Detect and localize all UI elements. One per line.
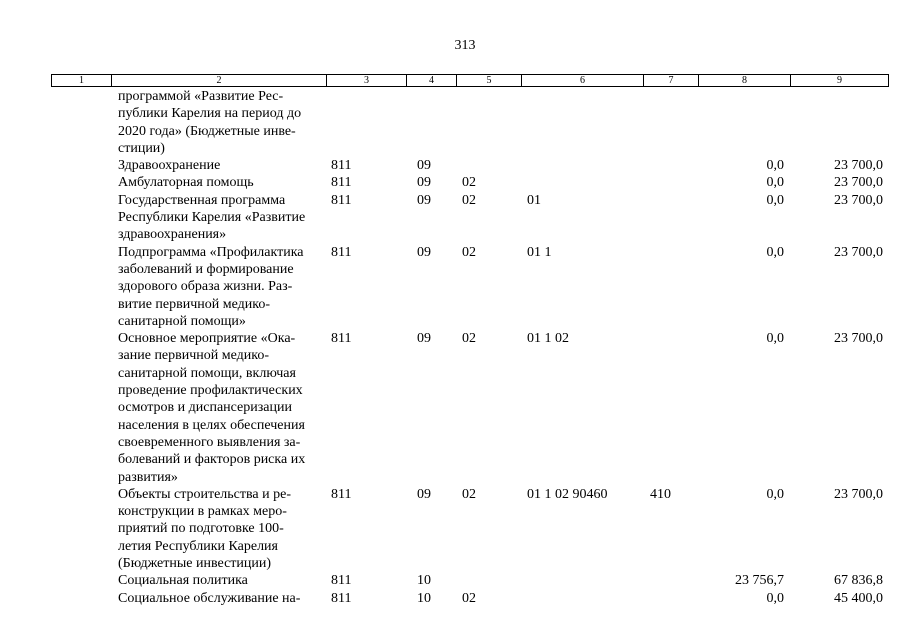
cell-amount-col8: 0,0 [766,175,784,191]
row-name [118,192,323,244]
row-name-line: Здравоохранение [118,158,221,174]
cell-amount-col9: 23 700,0 [834,331,883,347]
row-name-line: Государственная программа [118,192,286,208]
row-name-line: населения в целях обеспечения [118,417,305,433]
cell-section: 09 [417,331,431,347]
row-name-line: стиции) [118,140,165,156]
row-name-line: болеваний и факторов риска их [118,452,306,468]
cell-amount-col8: 0,0 [766,590,784,606]
table-row [0,88,905,157]
row-name-line: проведение профилактических [118,383,303,399]
row-name-line: осмотров и диспансеризации [118,400,292,416]
table-row [0,192,905,244]
cell-amount-col9: 23 700,0 [834,175,883,191]
row-name [118,486,323,572]
cell-section: 10 [417,590,431,606]
page-number: 313 [454,38,476,53]
cell-section: 09 [417,486,431,502]
row-name-line: заболеваний и формирование [118,261,294,277]
row-name-line: витие первичной медико- [118,296,271,312]
row-name-line: здорового образа жизни. Раз- [118,279,293,295]
cell-subsection: 02 [462,590,476,606]
row-name-line: Республики Карелия «Развитие [118,210,306,226]
row-name [118,174,323,191]
cell-amount-col9: 67 836,8 [834,573,883,589]
header-col-4: 4 [407,75,457,86]
table-header-row [51,74,889,87]
cell-section: 10 [417,573,431,589]
cell-code: 811 [331,331,352,347]
row-name-line: 2020 года» (Бюджетные инве- [118,123,296,139]
cell-amount-col8: 0,0 [766,244,784,260]
row-name-line: Подпрограмма «Профилактика [118,244,304,260]
header-col-5: 5 [457,75,522,86]
cell-section: 09 [417,192,431,208]
cell-code: 811 [331,573,352,589]
row-name-line: Амбулаторная помощь [118,175,254,191]
cell-amount-col8: 0,0 [766,192,784,208]
table-row [0,174,905,191]
row-name [118,572,323,589]
header-col-1: 1 [52,75,112,86]
row-name [118,88,323,157]
table-row [0,330,905,486]
cell-code: 811 [331,486,352,502]
table-row [0,157,905,174]
cell-subsection: 02 [462,244,476,260]
header-col-6: 6 [522,75,644,86]
row-name-line: программой «Развитие Рес- [118,89,284,104]
cell-amount-col8: 0,0 [766,486,784,502]
cell-subsection: 02 [462,331,476,347]
cell-amount-col9: 23 700,0 [834,486,883,502]
row-name-line: Социальное обслуживание на- [118,590,301,606]
cell-target-article: 01 1 [527,244,552,260]
row-name-line: Основное мероприятие «Ока- [118,331,296,347]
row-name [118,590,323,607]
header-col-9: 9 [837,75,842,86]
table-row [0,244,905,330]
cell-code: 811 [331,158,352,174]
row-name-line: санитарной помощи» [118,313,246,329]
header-col-7: 7 [644,75,699,86]
cell-amount-col8: 0,0 [766,331,784,347]
table-row [0,486,905,572]
cell-code: 811 [331,175,352,191]
cell-amount-col9: 23 700,0 [834,192,883,208]
row-name-line: (Бюджетные инвестиции) [118,556,272,572]
cell-target-article: 01 [527,192,541,208]
cell-amount-col9: 45 400,0 [834,590,883,606]
cell-expense-type: 410 [650,486,671,502]
row-name-line: санитарной помощи, включая [118,365,296,381]
cell-amount-col8: 23 756,7 [735,573,784,589]
row-name-line: зание первичной медико- [118,348,270,364]
cell-amount-col9: 23 700,0 [834,244,883,260]
cell-subsection: 02 [462,486,476,502]
cell-code: 811 [331,192,352,208]
cell-section: 09 [417,244,431,260]
row-name [118,157,323,174]
row-name-line: приятий по подготовке 100- [118,521,284,537]
table-row [0,572,905,589]
row-name-line: Объекты строительства и ре- [118,486,292,502]
cell-section: 09 [417,175,431,191]
cell-section: 09 [417,158,431,174]
row-name-line: своевременного выявления за- [118,434,301,450]
row-name-line: публики Карелия на период до [118,106,302,122]
table-body [0,88,905,607]
header-col-3: 3 [327,75,407,86]
cell-target-article: 01 1 02 90460 [527,486,608,502]
row-name-line: летия Республики Карелия [118,538,278,554]
row-name-line: развития» [118,469,178,485]
cell-amount-col8: 0,0 [766,158,784,174]
row-name [118,244,323,330]
cell-code: 811 [331,244,352,260]
row-name-line: здравоохранения» [118,227,227,243]
header-col-8: 8 [699,75,791,86]
cell-subsection: 02 [462,175,476,191]
table-row [0,590,905,607]
row-name-line: конструкции в рамках меро- [118,504,287,520]
header-col-2: 2 [112,75,327,86]
cell-target-article: 01 1 02 [527,331,569,347]
row-name [118,330,323,486]
cell-subsection: 02 [462,192,476,208]
row-name-line: Социальная политика [118,573,248,589]
cell-amount-col9: 23 700,0 [834,158,883,174]
cell-code: 811 [331,590,352,606]
